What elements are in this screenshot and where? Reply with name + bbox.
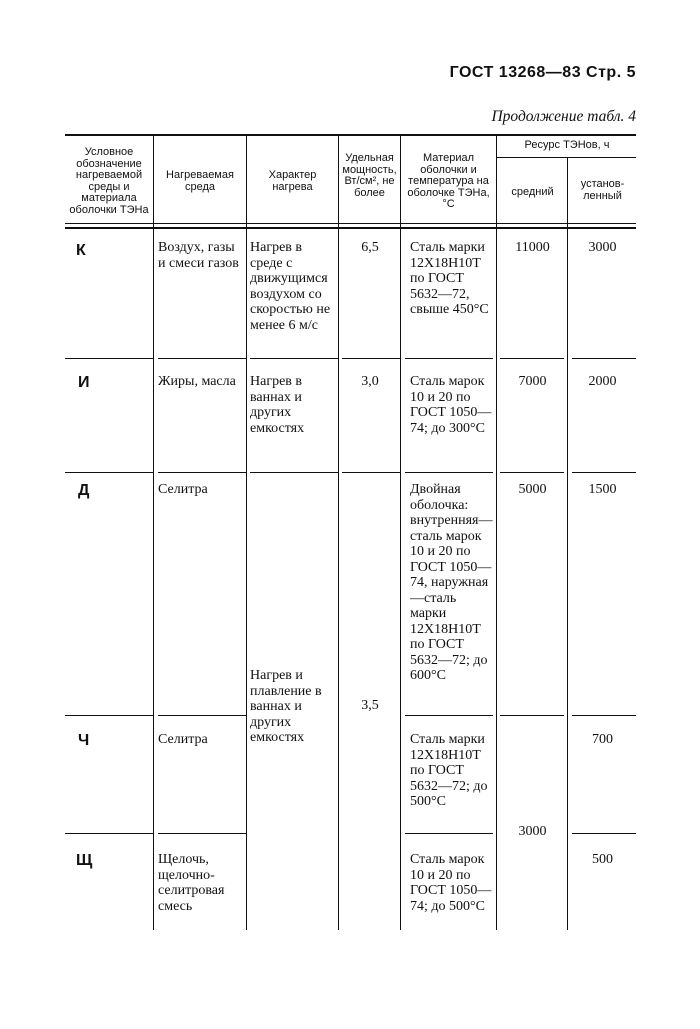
row-d-material: Двойная оболочка: внутренняя—сталь марок 10 и 20 по ГОСТ 1050—74, наружная—сталь марки 12Х18Н10Т по ГОСТ 5632—72; до 600°С: [410, 482, 493, 683]
row-k-code: К: [76, 242, 86, 259]
row-i-set: 2000: [588, 374, 617, 389]
row-shch-medium: Щелочь, щелочно-селитровая смесь: [158, 852, 225, 914]
header-heating: Характер нагрева: [268, 169, 317, 193]
row-ch-medium: Селитра: [158, 732, 208, 747]
row-i-code: И: [78, 374, 90, 391]
header-power: Удельная мощность, Вт/см², не более: [342, 152, 397, 199]
row-k-avg: 11000: [515, 240, 550, 255]
header-medium: Нагреваемая среда: [166, 169, 234, 193]
header-material: Материал оболочки и температура на оболочке ТЭНа, °С: [407, 152, 490, 210]
row-ch-material: Сталь марки 12Х18Н10Т по ГОСТ 5632—72; до 500°С: [410, 732, 488, 809]
row-d-avg: 5000: [518, 482, 547, 497]
row-d-set: 1500: [588, 482, 617, 497]
row-i-power: 3,0: [361, 374, 379, 389]
header-resource: Ресурс ТЭНов, ч: [524, 139, 610, 151]
row-ch-code: Ч: [78, 732, 90, 749]
header-set: установ-ленный: [580, 178, 625, 202]
table-continuation-label: Продолжение табл. 4: [491, 108, 636, 125]
merged-heating: Нагрев и плавление в ваннах и других емкостях: [250, 668, 322, 745]
row-shch-material: Сталь марок 10 и 20 по ГОСТ 1050—74; до 500°С: [410, 852, 492, 914]
page-header: ГОСТ 13268—83 Стр. 5: [449, 64, 636, 81]
row-k-material: Сталь марки 12Х18Н10Т по ГОСТ 5632—72, свыше 450°С: [410, 240, 489, 317]
row-shch-code: Щ: [76, 852, 93, 869]
row-i-avg: 7000: [518, 374, 547, 389]
row-i-heating: Нагрев в ваннах и других емкостях: [250, 374, 305, 436]
row-d-medium: Селитра: [158, 482, 208, 497]
row-ch-set: 700: [592, 732, 613, 747]
row-shch-set: 500: [592, 852, 613, 867]
row-k-heating: Нагрев в среде с движущимся воздухом со скоростью не менее 6 м/с: [250, 240, 331, 333]
header-avg: средний: [511, 186, 554, 198]
header-code: Условное обозначение нагреваемой среды и материала оболочки ТЭНа: [69, 146, 149, 216]
merged-power: 3,5: [361, 698, 379, 713]
row-i-medium: Жиры, масла: [158, 374, 236, 389]
row-k-set: 3000: [588, 240, 617, 255]
row-k-medium: Воздух, газы и смеси газов: [158, 240, 239, 271]
row-d-code: Д: [78, 482, 90, 499]
merged-avg: 3000: [518, 824, 547, 839]
row-i-material: Сталь марок 10 и 20 по ГОСТ 1050—74; до 300°С: [410, 374, 492, 436]
row-k-power: 6,5: [361, 240, 379, 255]
